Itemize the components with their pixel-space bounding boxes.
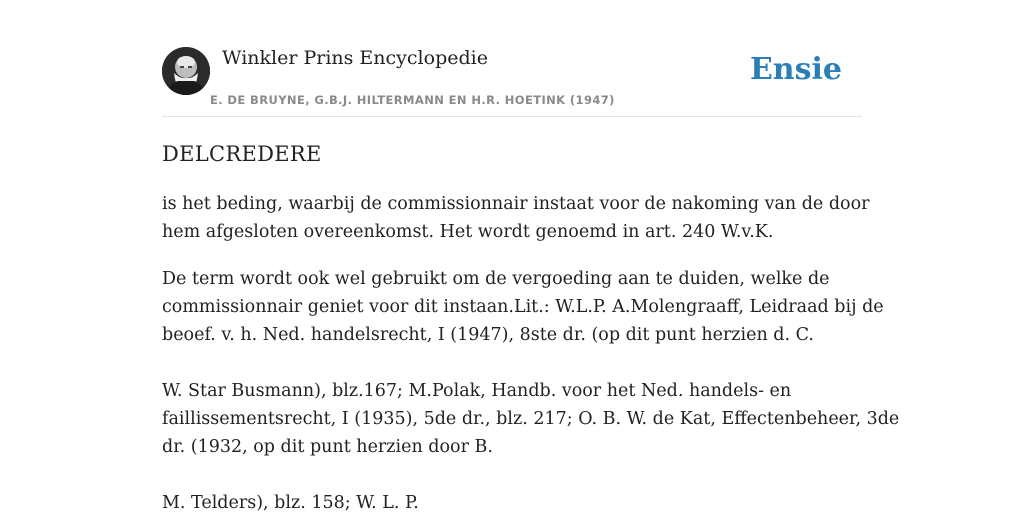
paragraph-line: De term wordt ook wel gebruikt om de vergoeding aan te duiden, welke de bbox=[162, 269, 830, 289]
paragraph-line: dr. (1932, op dit punt herzien door B. bbox=[162, 437, 493, 457]
paragraph-line: beoef. v. h. Ned. handelsrecht, I (1947), 8ste dr. (op dit punt herzien d. C. bbox=[162, 325, 814, 345]
bearded-man-portrait-icon[interactable] bbox=[162, 47, 210, 95]
article-paragraph-1 bbox=[162, 190, 870, 246]
paragraph-line: M. Telders), blz. 158; W. L. P. bbox=[162, 493, 419, 512]
paragraph-line: faillissementsrecht, I (1935), 5de dr., blz. 217; O. B. W. de Kat, Effectenbeheer, 3de bbox=[162, 409, 900, 429]
site-header bbox=[162, 46, 862, 117]
article-paragraph-2 bbox=[162, 265, 900, 512]
line-gap bbox=[162, 461, 862, 489]
site-subtitle: E. DE BRUYNE, G.B.J. HILTERMANN EN H.R. HOETINK (1947) bbox=[210, 93, 615, 107]
paragraph-line: W. Star Busmann), blz.167; M.Polak, Handb. voor het Ned. handels- en bbox=[162, 381, 792, 401]
article bbox=[162, 138, 900, 512]
brand-logo[interactable]: Ensie bbox=[749, 52, 842, 87]
line-gap bbox=[162, 349, 862, 377]
article-title: DELCREDERE bbox=[162, 142, 322, 166]
paragraph-line: hem afgesloten overeenkomst. Het wordt genoemd in art. 240 W.v.K. bbox=[162, 222, 774, 242]
paragraph-line: commissionnair geniet voor dit instaan.Lit.: W.L.P. A.Molengraaff, Leidraad bij de bbox=[162, 297, 884, 317]
paragraph-line: is het beding, waarbij de commissionnair instaat voor de nakoming van de door bbox=[162, 194, 870, 214]
site-title[interactable]: Winkler Prins Encyclopedie bbox=[222, 47, 488, 69]
